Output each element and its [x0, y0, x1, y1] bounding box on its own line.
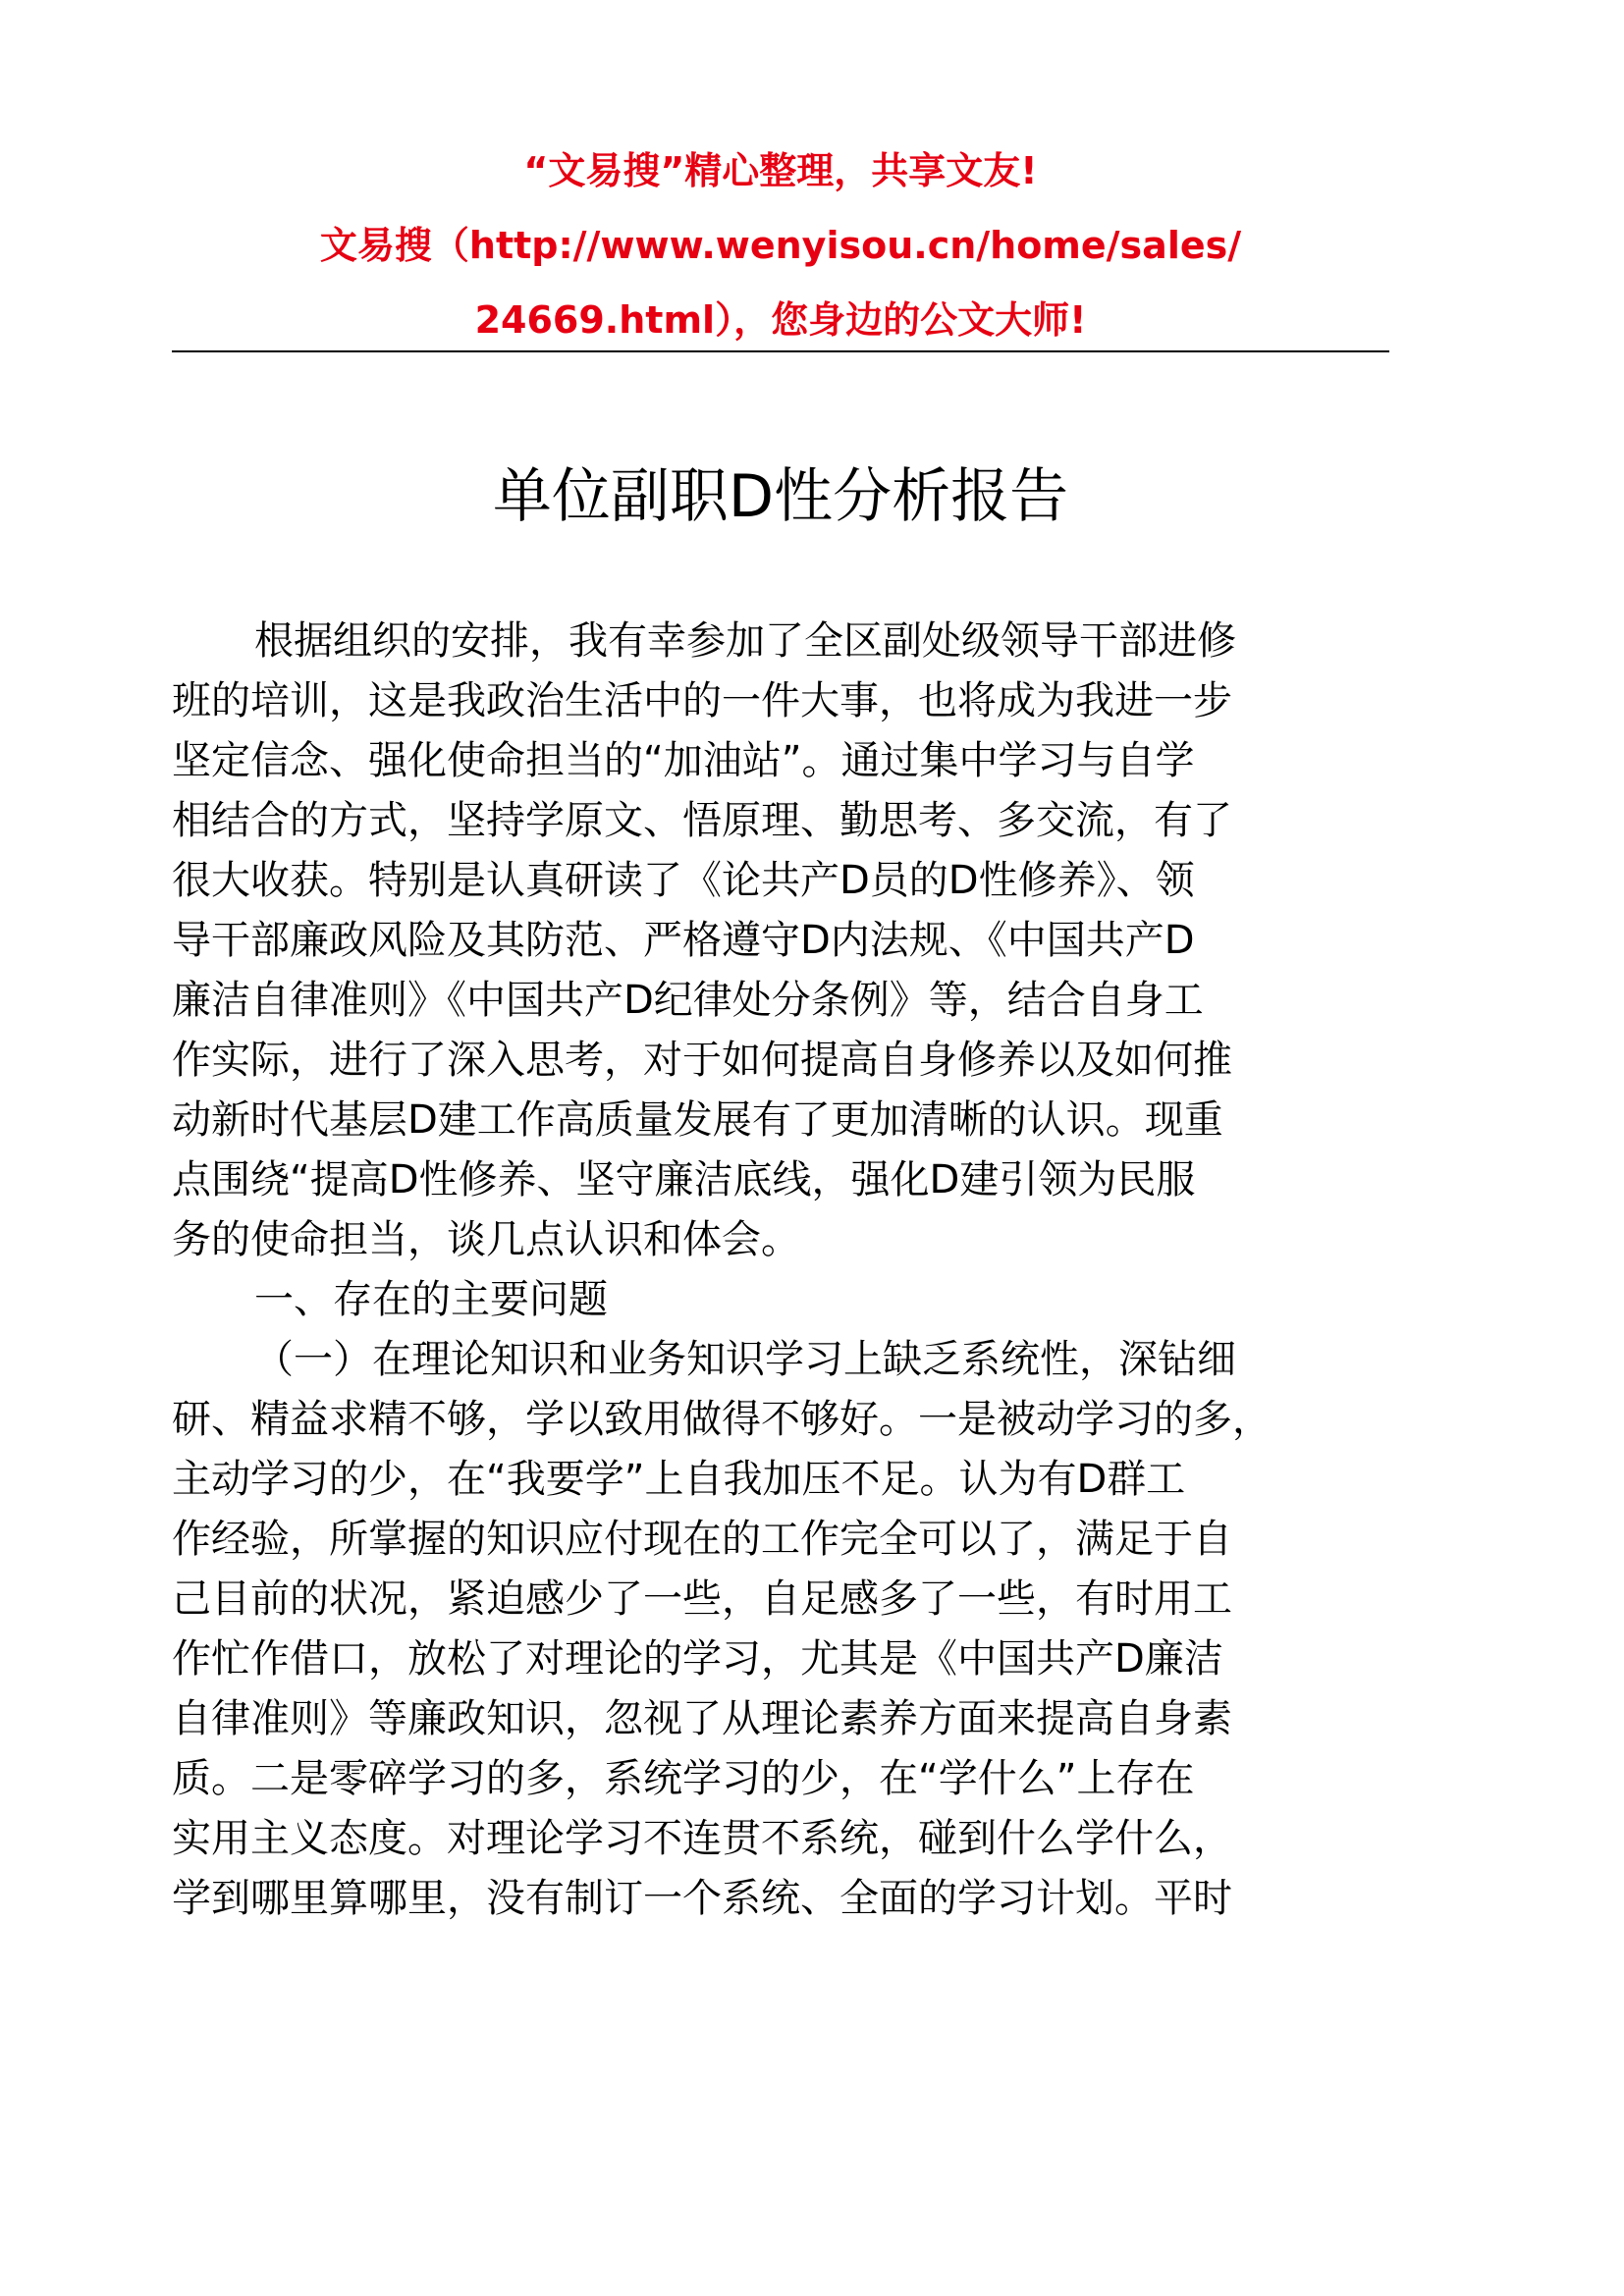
- body-line: 动新时代基层D建工作高质量发展有了更加清晰的认识。现重: [172, 1097, 1223, 1143]
- body-line: 相结合的方式，坚持学原文、悟原理、勤思考、多交流，有了: [172, 798, 1232, 843]
- body-line: 实用主义态度。对理论学习不连贯不系统，碰到什么学什么，: [172, 1816, 1232, 1861]
- promo-line-1: “文易搜”精心整理，共享文友!: [523, 149, 1038, 192]
- promo-line-2: 文易搜（http://www.wenyisou.cn/home/sales/: [319, 224, 1242, 267]
- body-line: 自律准则》等廉政知识，忽视了从理论素养方面来提高自身素: [172, 1696, 1232, 1741]
- document-title: 单位副职D性分析报告: [492, 462, 1069, 531]
- body-line: 己目前的状况，紧迫感少了一些，自足感多了一些，有时用工: [172, 1576, 1232, 1622]
- body-line: 务的使命担当，谈几点认识和体会。: [172, 1217, 800, 1262]
- body-line: 研、精益求精不够，学以致用做得不够好。一是被动学习的多，: [172, 1397, 1272, 1442]
- subsection-heading: （一）在理论知识和业务知识学习上缺乏系统性，深钻细: [254, 1337, 1236, 1382]
- body-line: 作忙作借口，放松了对理论的学习，尤其是《中国共产D廉洁: [172, 1636, 1223, 1682]
- body-line: 很大收获。特别是认真研读了《论共产D员的D性修养》、领: [172, 858, 1195, 903]
- body-line: 班的培训，这是我政治生活中的一件大事，也将成为我进一步: [172, 678, 1232, 723]
- promo-header: [172, 133, 1389, 357]
- body-line: 学到哪里算哪里，没有制订一个系统、全面的学习计划。平时: [172, 1876, 1232, 1921]
- section-heading: 一、存在的主要问题: [254, 1277, 608, 1322]
- body-line: 主动学习的少，在“我要学”上自我加压不足。认为有D群工: [172, 1457, 1186, 1502]
- body-line: 廉洁自律准则》《中国共产D纪律处分条例》等，结合自身工: [172, 978, 1204, 1023]
- body-line: 作经验，所掌握的知识应付现在的工作完全可以了，满足于自: [172, 1517, 1232, 1562]
- body-line: 坚定信念、强化使命担当的“加油站”。通过集中学习与自学: [172, 738, 1195, 783]
- promo-line-3: 24669.html），您身边的公文大师!: [474, 298, 1087, 342]
- document-body: [172, 612, 1389, 1929]
- header-divider: [172, 350, 1389, 352]
- body-line: 导干部廉政风险及其防范、严格遵守D内法规、《中国共产D: [172, 918, 1195, 963]
- body-line: 根据组织的安排，我有幸参加了全区副处级领导干部进修: [254, 618, 1236, 664]
- body-line: 质。二是零碎学习的多，系统学习的少，在“学什么”上存在: [172, 1756, 1195, 1801]
- body-line: 点围绕“提高D性修养、坚守廉洁底线，强化D建引领为民服: [172, 1157, 1196, 1202]
- body-line: 作实际，进行了深入思考，对于如何提高自身修养以及如何推: [172, 1038, 1232, 1083]
